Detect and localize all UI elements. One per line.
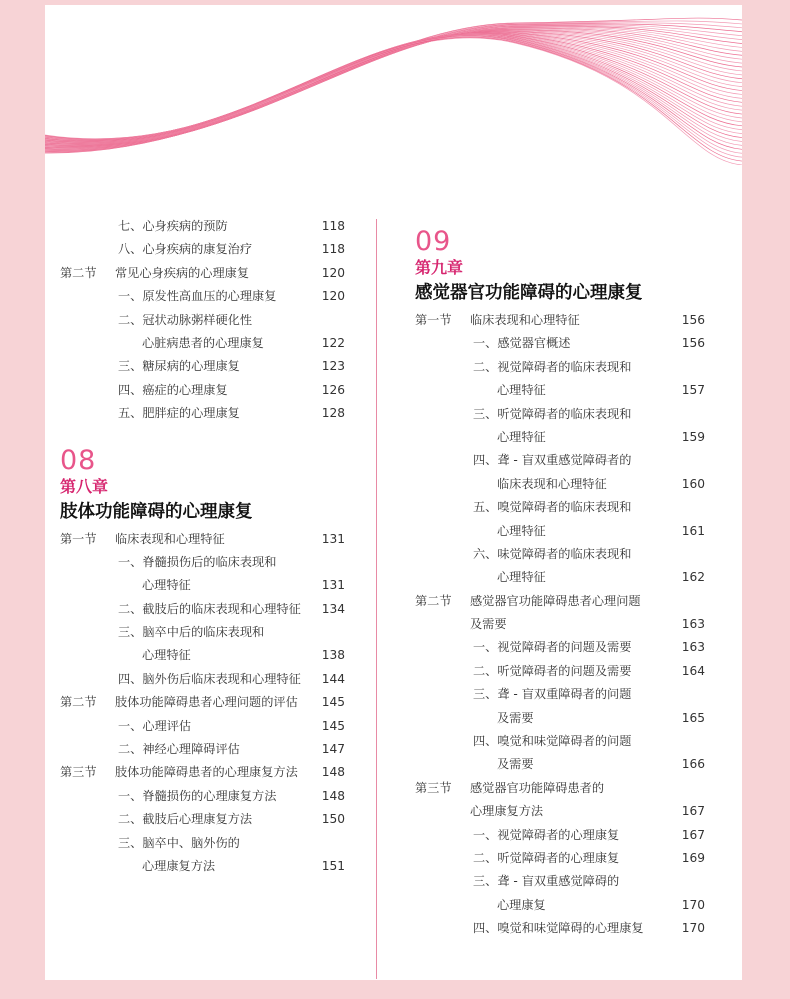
toc-section-label: 第二节 — [415, 593, 452, 608]
toc-page-number: 164 — [681, 663, 705, 678]
toc-page-number: 170 — [681, 921, 705, 936]
toc-entry — [415, 473, 705, 496]
toc-entry-title: 五、肥胖症的心理康复 — [118, 406, 240, 421]
toc-entry — [415, 613, 705, 636]
toc-page-number: 122 — [321, 335, 345, 350]
toc-entry — [60, 402, 345, 425]
toc-page-number: 150 — [321, 812, 345, 827]
toc-page-number: 120 — [321, 265, 345, 280]
toc-entry-title: 三、脑卒中、脑外伤的 — [118, 835, 240, 850]
toc-page-number: 138 — [321, 648, 345, 663]
toc-entry-title: 临床表现和心理特征 — [470, 313, 580, 327]
toc-entry-title: 三、脑卒中后的临床表现和 — [118, 625, 265, 640]
toc-entry-title: 二、视觉障碍者的临床表现和 — [473, 359, 632, 374]
toc-entry-title: 心理康复方法 — [142, 858, 216, 873]
toc-entry — [60, 761, 345, 784]
wave-line — [45, 18, 742, 153]
toc-page-number: 148 — [321, 788, 345, 803]
toc-entry-title: 临床表现和心理特征 — [115, 531, 225, 546]
toc-entry — [415, 777, 705, 800]
toc-entry-title: 四、脑外伤后临床表现和心理特征 — [118, 671, 301, 686]
wave-line — [45, 29, 742, 148]
toc-page-number: 163 — [681, 617, 705, 632]
toc-entry — [60, 551, 345, 574]
toc-entry-title: 心理特征 — [142, 648, 191, 663]
toc-entry — [415, 683, 705, 706]
toc-entry-title: 一、脊髓损伤的心理康复方法 — [118, 788, 277, 803]
toc-entry — [415, 403, 705, 426]
chapter-label: 第九章 — [415, 258, 464, 277]
toc-entry — [60, 621, 345, 644]
toc-page-number: 134 — [321, 601, 345, 616]
toc-entry — [415, 730, 705, 753]
toc-entry-title: 四、癌症的心理康复 — [118, 382, 228, 397]
toc-page-number: 160 — [681, 476, 705, 491]
toc-entry — [415, 332, 705, 355]
toc-page-number: 145 — [321, 695, 345, 710]
toc-entry — [415, 847, 705, 870]
book-page — [45, 5, 742, 980]
toc-section-label: 第一节 — [415, 313, 452, 327]
toc-entry — [415, 520, 705, 543]
toc-section-label: 第三节 — [415, 780, 452, 795]
toc-page-number: 162 — [681, 570, 705, 585]
toc-entry-title: 临床表现和心理特征 — [497, 476, 607, 491]
toc-page-number: 118 — [321, 219, 345, 233]
toc-page-number: 131 — [321, 531, 345, 546]
toc-entry — [60, 855, 345, 878]
wave-line — [45, 28, 742, 148]
toc-entry-title: 二、截肢后的临床表现和心理特征 — [118, 601, 301, 616]
toc-entry-title: 一、脊髓损伤后的临床表现和 — [118, 554, 277, 569]
toc-entry — [60, 808, 345, 831]
toc-page-number: 120 — [321, 289, 345, 304]
toc-entry-title: 一、原发性高血压的心理康复 — [118, 289, 277, 304]
toc-entry — [60, 238, 345, 261]
toc-entry — [60, 644, 345, 667]
toc-page-number: 165 — [681, 710, 705, 725]
toc-page-number: 118 — [321, 242, 345, 257]
toc-page-number: 167 — [681, 804, 705, 819]
toc-entry — [415, 707, 705, 730]
toc-entry-title: 及需要 — [497, 757, 534, 772]
toc-entry-title: 心理特征 — [497, 570, 546, 585]
toc-entry-title: 二、截肢后心理康复方法 — [118, 812, 253, 827]
toc-entry — [415, 870, 705, 893]
chapter-number: 08 — [60, 444, 97, 476]
toc-page-number: 156 — [681, 313, 705, 327]
toc-section-label: 第一节 — [60, 531, 97, 546]
toc-entry-title: 二、冠状动脉粥样硬化性 — [118, 312, 253, 327]
toc-page-number: 147 — [321, 742, 345, 757]
toc-entry — [60, 691, 345, 714]
toc-entry — [415, 660, 705, 683]
toc-entry-title: 三、糖尿病的心理康复 — [118, 359, 240, 374]
toc-entry-title: 及需要 — [470, 617, 507, 632]
toc-page-number: 131 — [321, 578, 345, 593]
toc-page-number: 163 — [681, 640, 705, 655]
toc-page-number: 126 — [321, 382, 345, 397]
toc-entry-title: 肢体功能障碍患者的心理康复方法 — [115, 765, 298, 780]
toc-page-number: 151 — [321, 858, 345, 873]
toc-entry-title: 常见心身疾病的心理康复 — [115, 265, 250, 280]
toc-entry-title: 三、聋 - 盲双重障碍者的问题 — [473, 687, 632, 702]
toc-entry — [60, 355, 345, 378]
toc-entry — [60, 215, 345, 238]
toc-entry — [415, 309, 705, 332]
toc-chapter-9-list — [415, 309, 705, 941]
toc-entry-title: 心理康复方法 — [470, 804, 544, 819]
toc-entry-title: 心理特征 — [497, 429, 546, 444]
toc-entry-title: 三、聋 - 盲双重感觉障碍的 — [473, 874, 620, 889]
toc-entry — [60, 832, 345, 855]
toc-entry-title: 感觉器官功能障碍患者的 — [470, 780, 605, 795]
toc-entry-title: 七、心身疾病的预防 — [118, 219, 228, 233]
toc-entry — [415, 800, 705, 823]
toc-entry — [415, 894, 705, 917]
toc-entry-title: 四、嗅觉和味觉障碍的心理康复 — [473, 921, 644, 936]
toc-entry-title: 二、听觉障碍者的心理康复 — [473, 850, 620, 865]
toc-entry — [60, 285, 345, 308]
wave-line — [45, 27, 742, 150]
toc-entry — [415, 636, 705, 659]
toc-entry-title: 八、心身疾病的康复治疗 — [118, 242, 253, 257]
toc-page-number: 166 — [681, 757, 705, 772]
toc-entry — [60, 309, 345, 332]
toc-entry-title: 四、嗅觉和味觉障碍者的问题 — [473, 734, 632, 749]
toc-section-label: 第二节 — [60, 695, 97, 710]
toc-page-number: 167 — [681, 827, 705, 842]
toc-entry — [415, 543, 705, 566]
toc-page-number: 170 — [681, 897, 705, 912]
toc-entry — [60, 574, 345, 597]
toc-entry-title: 肢体功能障碍患者心理问题的评估 — [115, 695, 298, 710]
toc-entry — [60, 332, 345, 355]
toc-page-number: 159 — [681, 429, 705, 444]
toc-entry-title: 及需要 — [497, 710, 534, 725]
toc-entry — [415, 426, 705, 449]
toc-entry-title: 一、心理评估 — [118, 718, 192, 733]
toc-entry — [415, 917, 705, 940]
chapter-label: 第八章 — [60, 476, 109, 496]
toc-section-label: 第二节 — [60, 265, 97, 280]
toc-entry — [415, 496, 705, 519]
toc-page-number: 148 — [321, 765, 345, 780]
toc-entry — [60, 715, 345, 738]
toc-entry-title: 五、嗅觉障碍者的临床表现和 — [473, 500, 632, 515]
toc-page-number: 128 — [321, 406, 345, 421]
toc-entry-title: 二、神经心理障碍评估 — [118, 742, 240, 757]
toc-page-number: 157 — [681, 383, 705, 398]
toc-entry-title: 一、视觉障碍者的问题及需要 — [473, 640, 632, 655]
wave-line — [45, 28, 742, 149]
toc-entry — [60, 785, 345, 808]
toc-left-column — [60, 215, 345, 878]
toc-entry — [60, 528, 345, 551]
column-divider — [376, 219, 377, 979]
toc-entry-title: 心理康复 — [497, 897, 546, 912]
toc-page-number: 145 — [321, 718, 345, 733]
toc-page-number: 161 — [681, 523, 705, 538]
toc-entry — [60, 738, 345, 761]
toc-entry-title: 二、听觉障碍者的问题及需要 — [473, 663, 632, 678]
toc-entry — [415, 824, 705, 847]
toc-entry-title: 心脏病患者的心理康复 — [142, 335, 264, 350]
toc-entry — [60, 668, 345, 691]
toc-entry — [415, 566, 705, 589]
chapter-title: 感觉器官功能障碍的心理康复 — [415, 283, 643, 303]
toc-right-column — [415, 227, 705, 941]
chapter-number: 09 — [415, 226, 452, 257]
toc-entry — [415, 590, 705, 613]
toc-entry-title: 感觉器官功能障碍患者心理问题 — [470, 593, 641, 608]
chapter-title: 肢体功能障碍的心理康复 — [60, 501, 253, 522]
toc-page-number: 156 — [681, 336, 705, 351]
toc-chapter-8-list — [60, 528, 345, 879]
toc-entry-title: 六、味觉障碍者的临床表现和 — [473, 546, 632, 561]
toc-left-top-list — [60, 215, 345, 426]
toc-entry — [60, 262, 345, 285]
toc-entry-title: 心理特征 — [142, 578, 191, 593]
toc-section-label: 第三节 — [60, 765, 97, 780]
toc-entry — [415, 356, 705, 379]
toc-entry — [60, 379, 345, 402]
toc-entry — [415, 753, 705, 776]
toc-entry-title: 心理特征 — [497, 383, 546, 398]
wave-line — [45, 38, 742, 165]
wave-line-decoration — [45, 5, 742, 165]
toc-entry — [60, 598, 345, 621]
toc-entry-title: 心理特征 — [497, 523, 546, 538]
toc-page-number: 169 — [681, 850, 705, 865]
toc-entry-title: 四、聋 - 盲双重感觉障碍者的 — [473, 453, 632, 468]
toc-entry-title: 三、听觉障碍者的临床表现和 — [473, 406, 632, 421]
toc-entry-title: 一、视觉障碍者的心理康复 — [473, 827, 620, 842]
toc-page-number: 144 — [321, 671, 345, 686]
toc-entry-title: 一、感觉器官概述 — [473, 336, 571, 351]
toc-entry — [415, 449, 705, 472]
toc-entry — [415, 379, 705, 402]
toc-page-number: 123 — [321, 359, 345, 374]
